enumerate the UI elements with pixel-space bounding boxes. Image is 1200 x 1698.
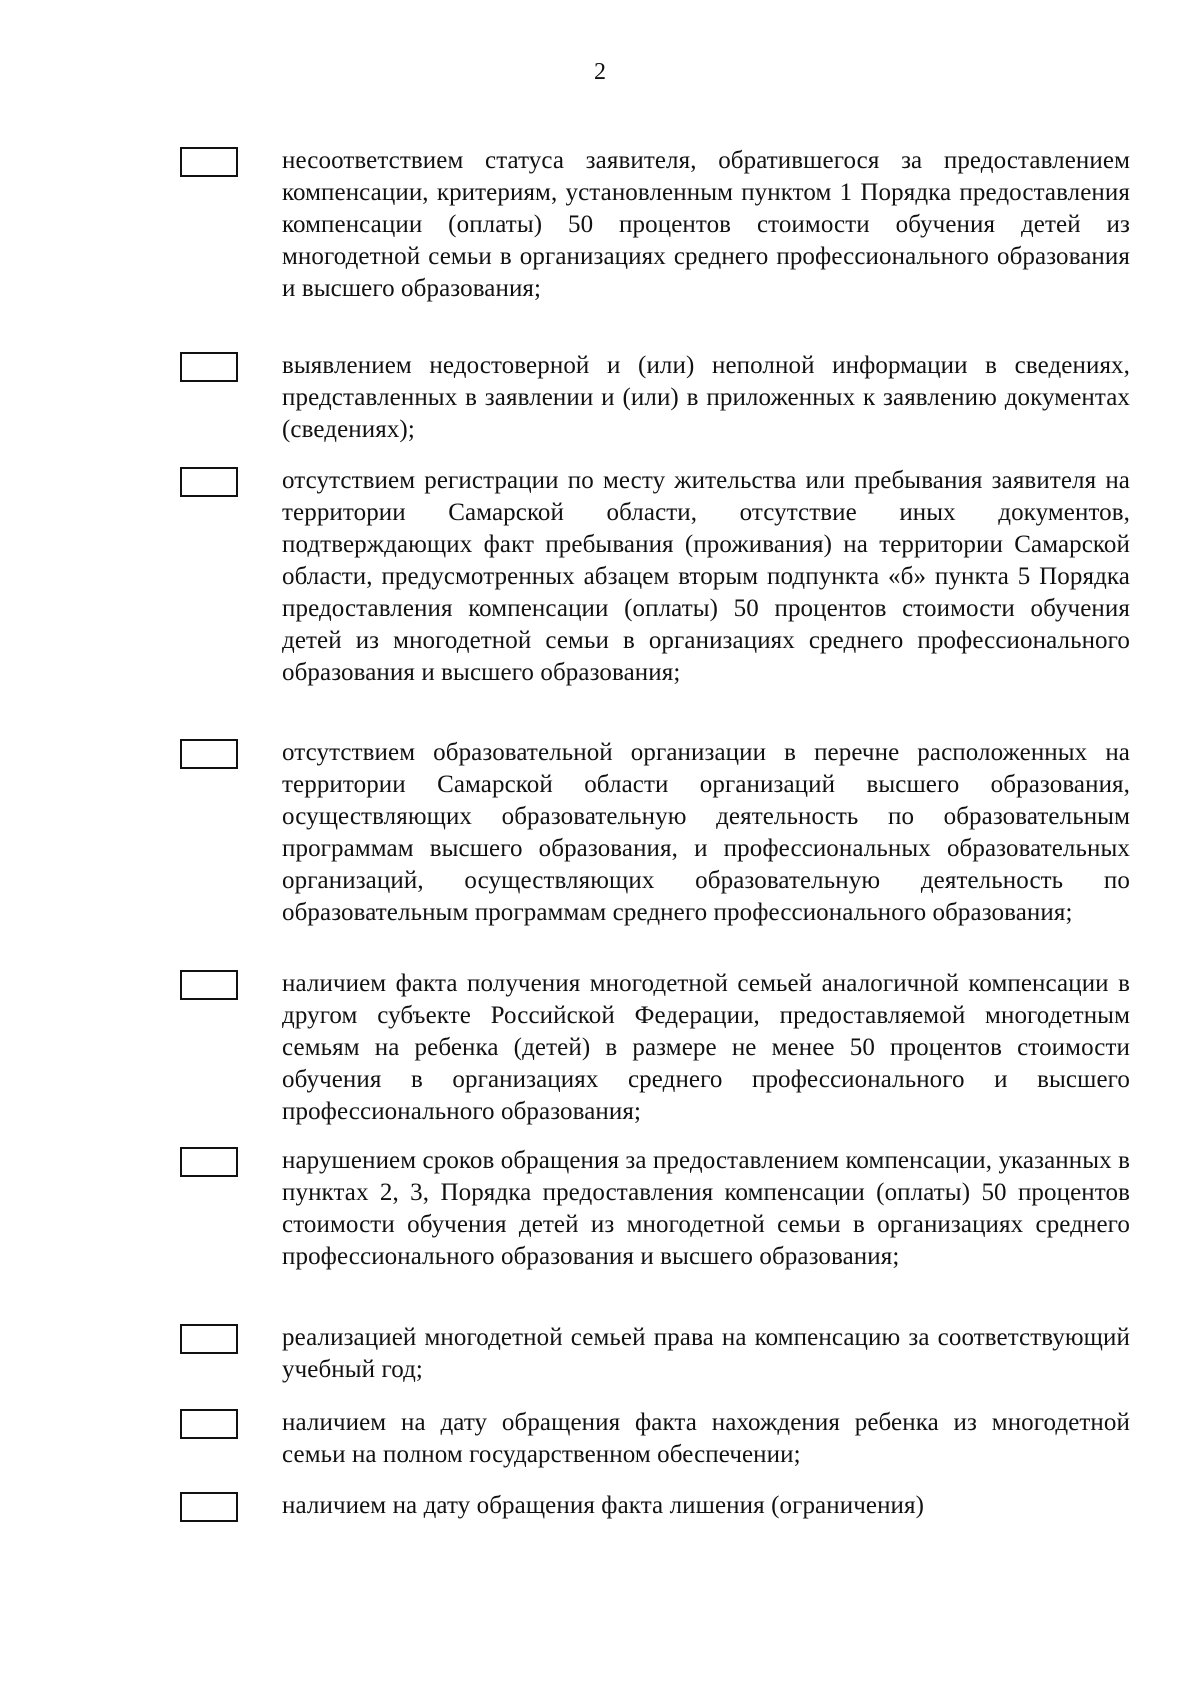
reason-text: наличием на дату обращения факта нахождения ребенка из многодетной семьи на полном государственном обеспечении; xyxy=(282,1409,1130,1468)
reason-checkbox[interactable] xyxy=(180,352,238,382)
reason-checkbox[interactable] xyxy=(180,1492,238,1522)
page-number: 2 xyxy=(594,59,606,85)
reason-text: отсутствием образовательной организации в перечне расположенных на территории Самарской области организаций высшего образования, осуществляющих образовательную деятельность по образовательным программам высшего образования, и профессиональных образовательных организаций, осуществляющих образовательную деятельность по образовательным программам среднего профессионального образования; xyxy=(282,739,1130,926)
reason-text: наличием факта получения многодетной семьей аналогичной компенсации в другом субъекте Российской Федерации, предоставляемой многодетным семьям на ребенка (детей) в размере не менее 50 процентов стоимости обучения в организациях среднего профессионального и высшего профессионального образования; xyxy=(282,970,1130,1125)
reason-text: отсутствием регистрации по месту жительства или пребывания заявителя на территории Самарской области, отсутствие иных документов, подтверждающих факт пребывания (проживания) на территории Самарской области, предусмотренных абзацем вторым подпункта «б» пункта 5 Порядка предоставления компенсации (оплаты) 50 процентов стоимости обучения детей из многодетной семьи в организациях среднего профессионального образования и высшего образования; xyxy=(282,467,1130,686)
reason-text: реализацией многодетной семьей права на компенсацию за соответствующий учебный год; xyxy=(282,1324,1130,1383)
reason-checkbox[interactable] xyxy=(180,467,238,497)
reason-text: выявлением недостоверной и (или) неполной информации в сведениях, представленных в заявлении и (или) в приложенных к заявлению документах (сведениях); xyxy=(282,352,1130,443)
reason-text: наличием на дату обращения факта лишения (ограничения) xyxy=(282,1492,925,1519)
reason-text: нарушением сроков обращения за предоставлением компенсации, указанных в пунктах 2, 3, Порядка предоставления компенсации (оплаты) 50 процентов стоимости обучения детей из многодетной семьи в организациях среднего профессионального образования и высшего образования; xyxy=(282,1147,1130,1270)
reason-text: несоответствием статуса заявителя, обратившегося за предоставлением компенсации, критериям, установленным пунктом 1 Порядка предоставления компенсации (оплаты) 50 процентов стоимости обучения детей из многодетной семьи в организациях среднего профессионального образования и высшего образования; xyxy=(282,147,1130,302)
reason-checkbox[interactable] xyxy=(180,739,238,769)
reason-checkbox[interactable] xyxy=(180,1147,238,1177)
reason-checkbox[interactable] xyxy=(180,1409,238,1439)
reason-checkbox[interactable] xyxy=(180,1324,238,1354)
reason-checkbox[interactable] xyxy=(180,147,238,177)
reason-checkbox[interactable] xyxy=(180,970,238,1000)
